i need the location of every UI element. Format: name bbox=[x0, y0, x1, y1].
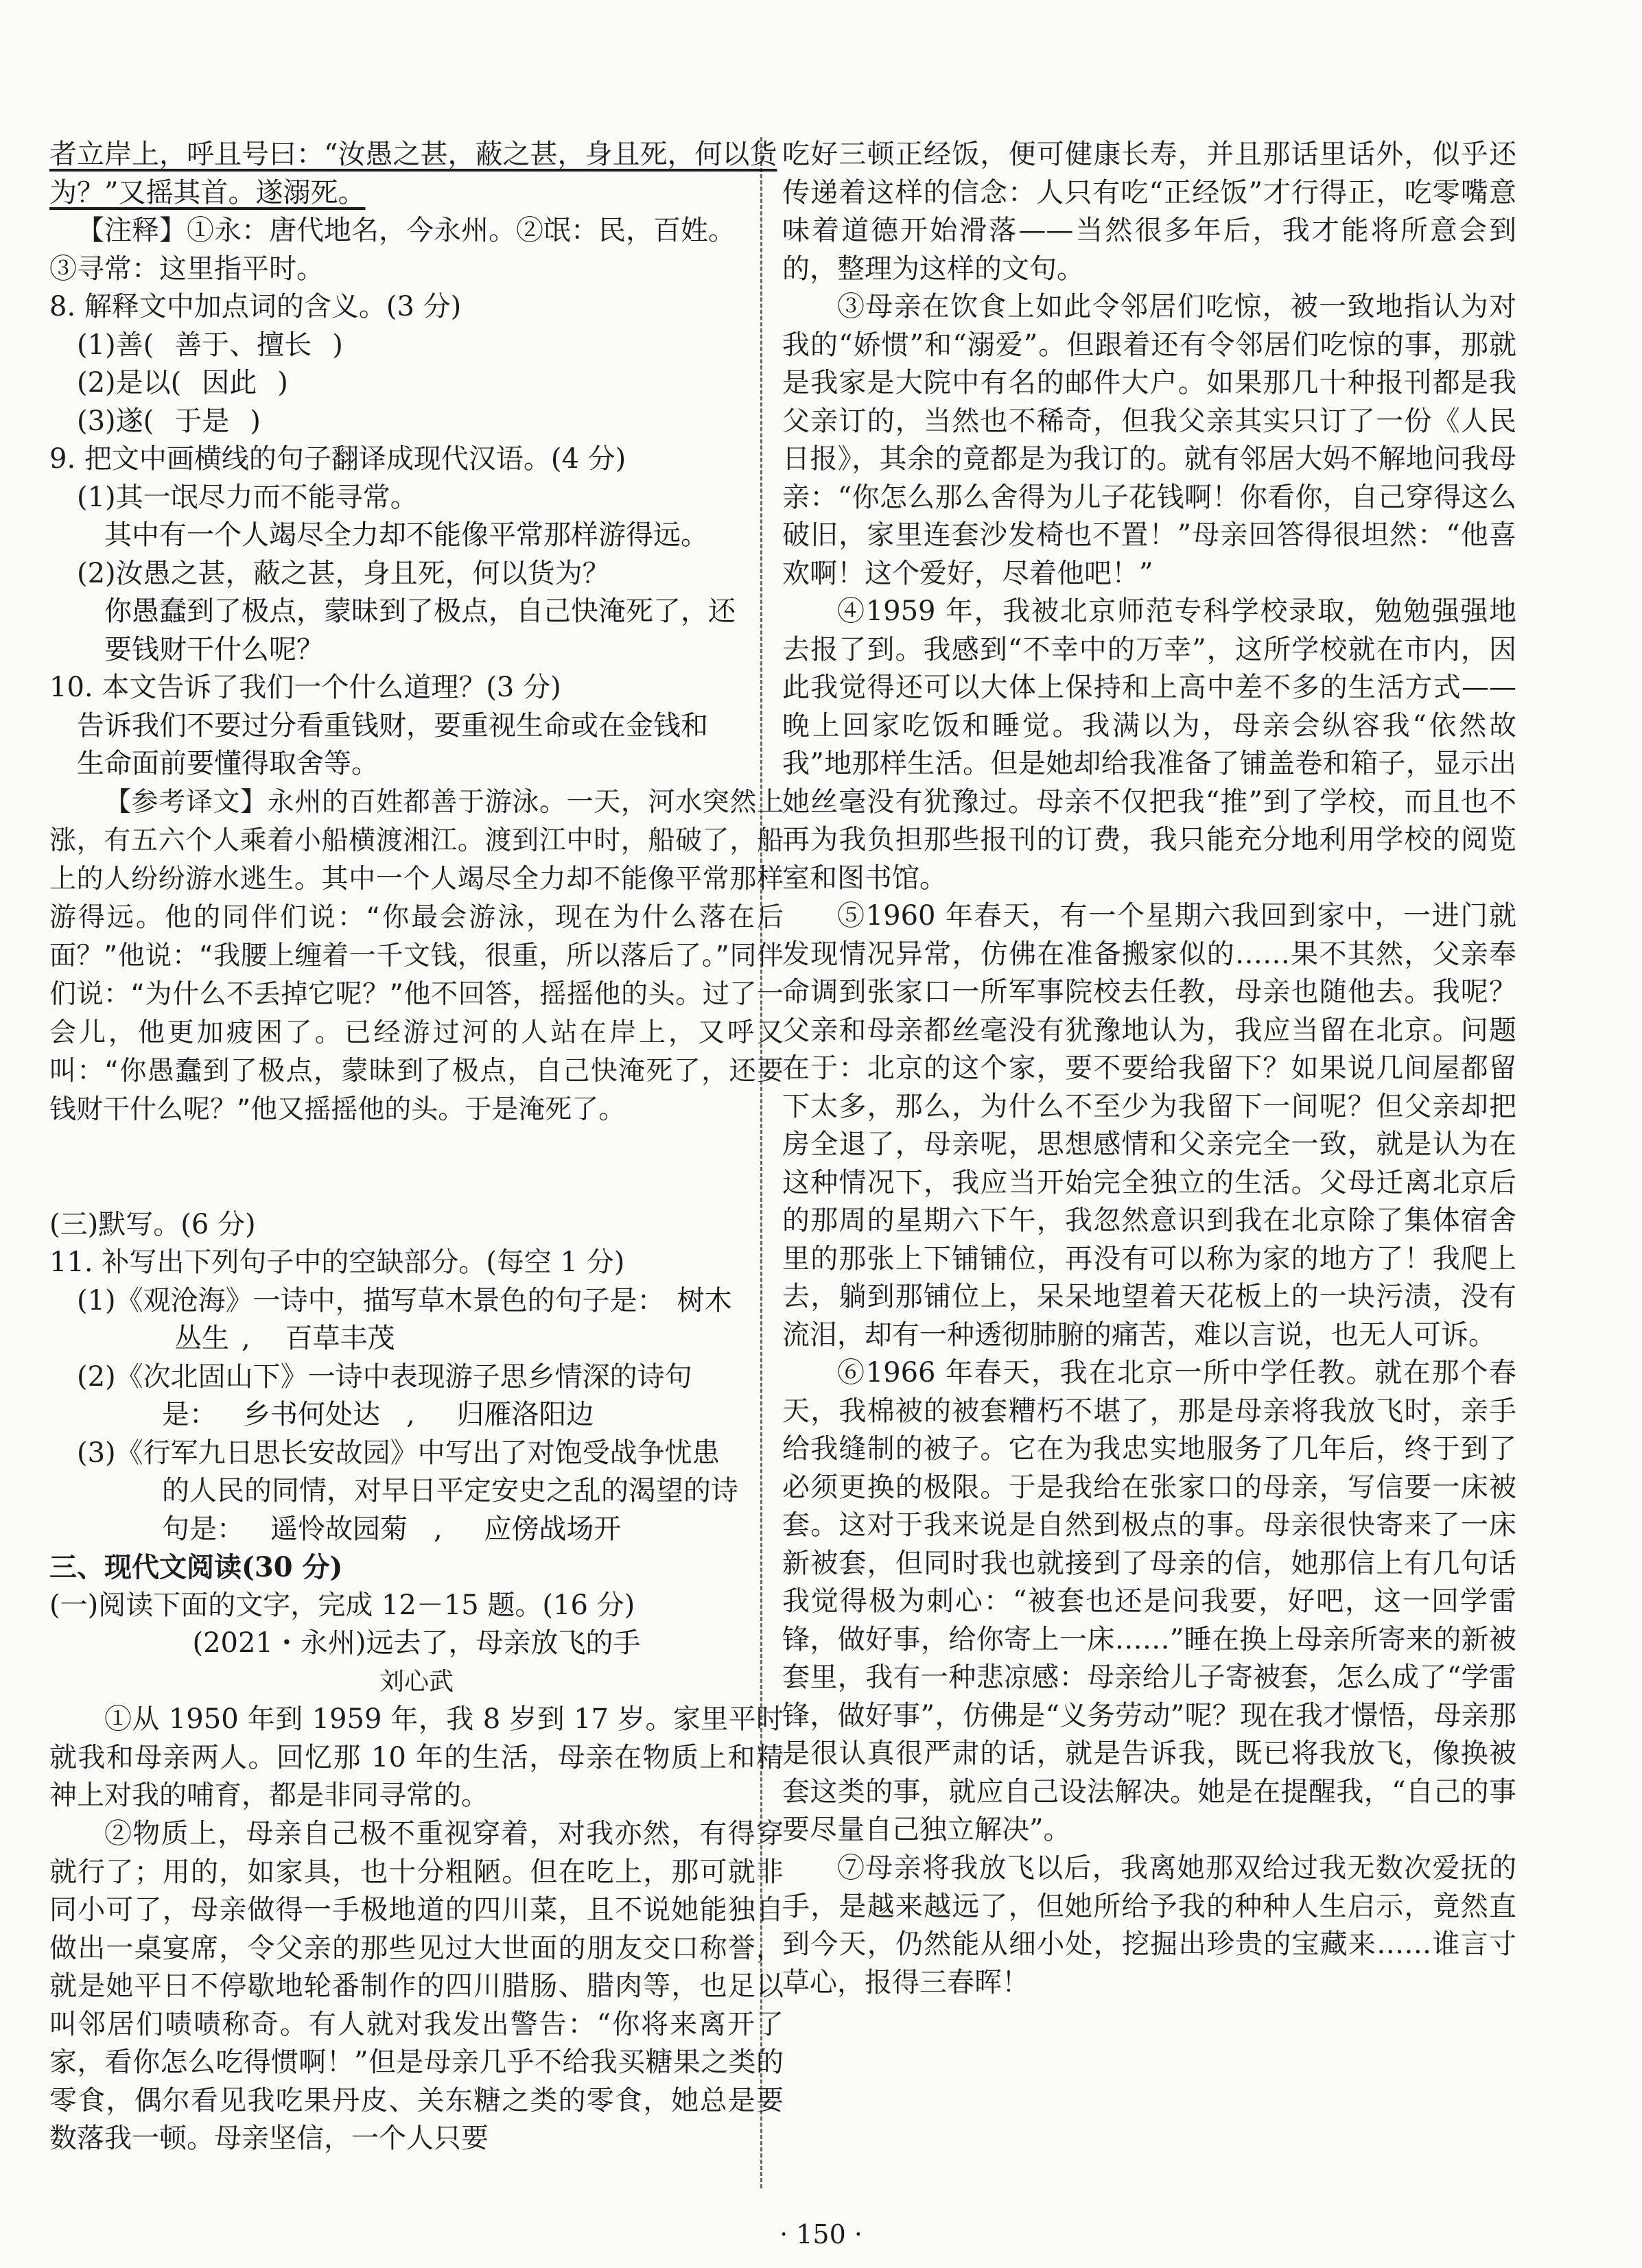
q11-3-is: 句是： bbox=[162, 1513, 244, 1545]
left-column bbox=[49, 136, 784, 2196]
story-line: 者立岸上，呼且号曰：“汝愚之甚，蔽之甚，身且死，何以货 bbox=[49, 139, 777, 170]
q9-answer: 其中有一个人竭尽全力却不能像平常那样游得远。 bbox=[104, 519, 708, 551]
q8-close: ) bbox=[277, 367, 288, 399]
q11-3: (3)《行军九日思长安故园》中写出了对饱受战争忧患 bbox=[77, 1437, 720, 1469]
q8-label: (2)是以( bbox=[77, 367, 182, 399]
q11-2: (2)《次北固山下》一诗中表现游子思乡情深的诗句 bbox=[77, 1360, 692, 1393]
q10-answer: 生命面前要懂得取舍等。 bbox=[77, 748, 379, 779]
q8-item bbox=[49, 327, 784, 365]
q11-3-answer: 应傍战场开 bbox=[451, 1511, 654, 1549]
essay-paragraph-2-cont: 吃好三顿正经饭，便可健康长寿，并且那话里话外，似乎还传递着这样的信念：人只有吃“正经饭”才行得正，吃零嘴意味着道德开始滑落——当然很多年后，我才能将所意会到的，整理为这样的文句。 bbox=[782, 139, 1516, 285]
question-11: 11. 补写出下列句子中的空缺部分。(每空 1 分) bbox=[49, 1247, 625, 1278]
q11-1-answer: 树木 bbox=[665, 1282, 744, 1321]
reference-translation: 【参考译文】永州的百姓都善于游泳。一天，河水突然上涨，有五六个人乘着小船横渡湘江。渡到江中时，船破了，船上的人纷纷游水逃生。其中一个人竭尽全力却不能像平常那样游得远。他的同伴们说：“你最会游泳，现在为什么落在后面？”他说：“我腰上缠着一千文钱，很重，所以落后了。”同伴们说：“为什么不丢掉它呢？”他不回答，摇摇他的头。过了一会儿，他更加疲困了。已经游过河的人站在岸上，又呼又叫：“你愚蠢到了极点，蒙昧到了极点，自己快淹死了，还要钱财干什么呢？”他又摇摇他的头。于是淹死了。 bbox=[49, 786, 784, 1125]
q11-2-answer: 归雁洛阳边 bbox=[423, 1396, 626, 1434]
essay-paragraph-1: ①从 1950 年到 1959 年，我 8 岁到 17 岁。家里平时就我和母亲两人。回忆那 10 年的生活，母亲在物质上和精神上对我的哺育，都是非同寻常的。 bbox=[49, 1703, 784, 1811]
q9-sentence: (2)汝愚之甚，蔽之甚，身且死，何以货为？ bbox=[77, 557, 610, 589]
q11-1-cont: 丛生 , 百草丰茂 bbox=[49, 1320, 784, 1358]
q11-1 bbox=[49, 1282, 784, 1321]
essay-paragraph-4: ④1959 年，我被北京师范专科学校录取，勉勉强强地去报了到。我感到“不幸中的万幸”，这所学校就在市内，因此我觉得还可以大体上保持和上高中差不多的生活方式——晚上回家吃饭和睡觉。我满以为，母亲会纵容我“依然故我”地那样生活。但是她却给我准备了铺盖卷和箱子，显示出她丝毫没有犹豫过。母亲不仅把我“推”到了学校，而且也不再为我负担那些报刊的订费，我只能充分地利用学校的阅览室和图书馆。 bbox=[782, 595, 1516, 894]
essay-author: 刘心武 bbox=[379, 1667, 454, 1696]
q10-answer: 告诉我们不要过分看重钱财，要重视生命或在金钱和 bbox=[77, 709, 708, 742]
right-column bbox=[782, 136, 1516, 2002]
q11-2-is: 是： bbox=[162, 1399, 217, 1430]
q8-answer: 善于、擅长 bbox=[174, 329, 312, 361]
essay-paragraph-5: ⑤1960 年春天，有一个星期六我回到家中，一进门就发现情况异常，仿佛在准备搬家似的……果不其然，父亲奉命调到张家口一所军事院校去任教，母亲也随他去。我呢？父亲和母亲都丝毫没有犹豫地认为，我应当留在北京。问题在于：北京的这个家，要不要给我留下？如果说几间屋都留下太多，那么，为什么不至少为我留下一间呢？但父亲却把房全退了，母亲呢，思想感情和父亲完全一致，就是认为在这种情况下，我应当开始完全独立的生活。父母迁离北京后的那周的星期六下午，我忽然意识到我在北京除了集体宿舍里的那张上下铺铺位，再没有可以称为家的地方了！我爬上去，躺到那铺位上，呆呆地望着天花板上的一块污渍，没有流泪，却有一种透彻肺腑的痛苦，难以言说，也无人可诉。 bbox=[782, 900, 1516, 1351]
q8-answer: 因此 bbox=[202, 367, 257, 399]
q8-answer: 于是 bbox=[174, 405, 230, 437]
essay-title: 远去了，母亲放飞的手 bbox=[366, 1627, 641, 1659]
essay-paragraph-6: ⑥1966 年春天，我在北京一所中学任教。就在那个春天，我棉被的被套糟朽不堪了，那是母亲将我放飞时，亲手给我缝制的被子。它在为我忠实地服务了几年后，终于到了必须更换的极限。于是我给在张家口的母亲，写信要一床被套。这对于我来说是自然到极点的事。母亲很快寄来了一床新被套，但同时我也就接到了母亲的信，她那信上有几句话我觉得极为刺心：“被套也还是问我要，好吧，这一回学雷锋，做好事，给你寄上一床……”睡在换上母亲所寄来的新被套里，我有一种悲凉感：母亲给儿子寄被套，怎么成了“学雷锋，做好事”，仿佛是“义务劳动”呢？现在我才憬悟，母亲那是很认真很严肃的话，就是告诉我，既已将我放飞，像换被套这类的事，就应自己设法解决。她是在提醒我，“自己的事要尽量自己独立解决”。 bbox=[782, 1357, 1516, 1845]
q11-1-answer: 百草丰茂 bbox=[259, 1320, 421, 1358]
question-8: 8. 解释文中加点词的含义。(3 分) bbox=[49, 291, 462, 322]
page-number: · 150 · bbox=[779, 2219, 863, 2249]
q8-close: ) bbox=[250, 405, 261, 437]
essay-title-line bbox=[49, 1625, 784, 1663]
question-10: 10. 本文告诉了我们一个什么道理？(3 分) bbox=[49, 672, 561, 703]
essay-paragraph-2: ②物质上，母亲自己极不重视穿着，对我亦然，有得穿就行了；用的，如家具，也十分粗陋。但在吃上，那可就非同小可了，母亲做得一手极地道的四川菜，且不说她能独自做出一桌宴席，令父亲的那些见过大世面的朋友交口称誉，就是她平日不停歇地轮番制作的四川腊肠、腊肉等，也足以叫邻居们啧啧称奇。有人就对我发出警告：“你将来离开了家，看你怎么吃得惯啊！”但是母亲几乎不给我买糖果之类的零食，偶尔看见我吃果丹皮、关东糖之类的零食，她总是要数落我一顿。母亲坚信，一个人只要 bbox=[49, 1818, 784, 2154]
essay-source: (2021・永州) bbox=[192, 1627, 366, 1659]
question-9: 9. 把文中画横线的句子翻译成现代汉语。(4 分) bbox=[49, 443, 626, 475]
q11-1-answer: 丛生 bbox=[162, 1320, 242, 1358]
essay-paragraph-7: ⑦母亲将我放飞以后，我离她那双给过我无数次爱抚的手，是越来越远了，但她所给予我的种种人生启示，竟然直到今天，仍然能从细小处，挖掘出珍贵的宝藏来……谁言寸草心，报得三春晖！ bbox=[782, 1852, 1516, 1998]
note-line: ③寻常：这里指平时。 bbox=[49, 252, 324, 285]
story-underlined: 为？”又摇其首。遂溺死。 bbox=[49, 176, 366, 209]
q11-1-text: (1)《观沧海》一诗中，描写草木景色的句子是： bbox=[77, 1284, 665, 1316]
q8-close: ) bbox=[332, 329, 343, 361]
q11-3-cont: 句是： 遥怜故园菊 , 应傍战场开 bbox=[49, 1511, 784, 1549]
q11-3: 的人民的同情，对早日平定安史之乱的渴望的诗 bbox=[162, 1475, 738, 1507]
q8-label: (3)遂( bbox=[77, 405, 154, 437]
story-line bbox=[49, 174, 784, 213]
section-modern-reading: 三、现代文阅读(30 分) bbox=[49, 1551, 343, 1583]
note-line: 【注释】①永：唐代地名，今永州。②氓：民，百姓。 bbox=[77, 215, 736, 246]
q9-answer: 你愚蠢到了极点，蒙昧到了极点，自己快淹死了，还 bbox=[104, 595, 736, 627]
reading-instructions: (一)阅读下面的文字，完成 12－15 题。(16 分) bbox=[49, 1589, 635, 1621]
section-dictation: (三)默写。(6 分) bbox=[49, 1208, 256, 1240]
q8-item bbox=[49, 403, 784, 441]
q8-item bbox=[49, 364, 784, 403]
q11-3-answer: 遥怜故园菊 bbox=[244, 1511, 434, 1549]
essay-paragraph-3: ③母亲在饮食上如此令邻居们吃惊，被一致地指认为对我的“娇惯”和“溺爱”。但跟着还有令邻居们吃惊的事，那就是我家是大院中有名的邮件大户。如果那几十种报刊都是我父亲订的，当然也不稀奇，但我父亲其实只订了一份《人民日报》，其余的竟都是为我订的。就有邻居大妈不解地问我母亲：“你怎么那么舍得为儿子花钱啊！你看你，自己穿得这么破旧，家里连套沙发椅也不置！”母亲回答得很坦然：“他喜欢啊！这个爱好，尽着他吧！” bbox=[782, 291, 1516, 589]
q9-sentence: (1)其一氓尽力而不能寻常。 bbox=[77, 481, 418, 513]
q8-label: (1)善( bbox=[77, 329, 154, 361]
q11-2-answer: 乡书何处达 bbox=[217, 1396, 406, 1434]
q11-2-cont: 是： 乡书何处达 , 归雁洛阳边 bbox=[49, 1396, 784, 1434]
q9-answer: 要钱财干什么呢？ bbox=[104, 633, 324, 665]
